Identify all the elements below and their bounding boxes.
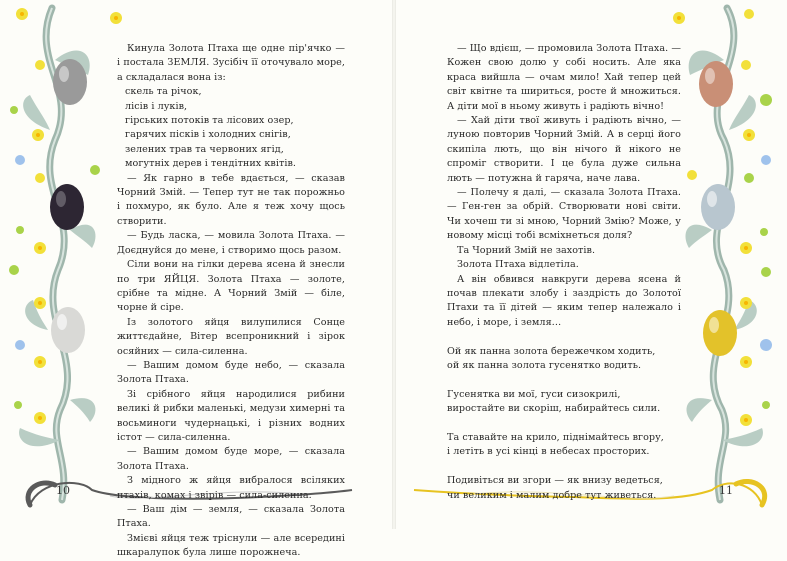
paragraph: — Полечу я далі, — сказала Золота Птаха. — Ген-ген за обрій. Створювати нові світи. Чи хочеш ти зі мною, Чорний Змію? Може, у новому місці тобі всміхнеться доля? [447, 187, 681, 242]
verse-line: Ой як панна золота бережечком ходить, [447, 345, 656, 357]
verse-line: ой як панна золота гусенятко водить. [447, 359, 642, 371]
white-egg-icon [51, 307, 85, 353]
verse-line: гарячих пісків і холодних снігів, [125, 129, 291, 141]
copper-egg-icon [699, 61, 733, 107]
verse-line: і летіть в усі кінці в небесах просторих. [447, 446, 650, 458]
paragraph: — Будь ласка, — мовила Золота Птаха. — Доєднуйся до мене, і створимо щось разом. [117, 230, 345, 256]
paragraph: Та Чорний Змій не захотів. [457, 244, 596, 256]
stanza-gap [447, 330, 681, 344]
verse-line: виростайте ви скоріш, набирайтесь сили. [447, 403, 661, 415]
page-number-right: 11 [719, 484, 733, 497]
verse-line: лісів і луків, [125, 100, 188, 112]
page-number-left: 10 [56, 484, 70, 497]
paragraph: — Що вдієш, — промовила Золота Птаха. — Кожен свою долю у собі носить. Але яка краса вийшла — очам мило! Хай тепер цей світ квітне та шириться, росте й множиться. А діти мої в ньому живуть і радіють вічно! [447, 43, 681, 112]
paragraph: Сіли вони на гілки дерева ясена й знесли по три ЯЙЦЯ. Золота Птаха — золоте, срібне та мідне. А Чорний Змій — біле, чорне й сіре. [117, 259, 345, 314]
paragraph: — Ваш дім — земля, — сказала Золота Птаха. [117, 504, 345, 530]
right-page-text [447, 42, 681, 503]
paragraph: — Вашим домом буде небо, — сказала Золота Птаха. [117, 359, 345, 386]
paragraph: Кинула Золота Птаха ще одне пір'ячко — і постала ЗЕМЛЯ. Зусібіч її оточувало море, а складалася вона із: [117, 43, 345, 83]
silver-egg-icon [701, 184, 735, 230]
gold-egg-icon [703, 310, 737, 356]
stanza-gap [447, 460, 681, 474]
verse-line: могутніх дерев і тендітних квітів. [125, 158, 297, 170]
verse-line: гірських потоків та лісових озер, [125, 115, 294, 127]
paragraph: Із золотого яйця вилупилися Сонце життєдайне, Вітер всепроникний і зірок осяйних — сила-силенна. [117, 316, 345, 357]
stanza-gap [447, 417, 681, 431]
paragraph: З мідного ж яйця вибралося всіляких птахів, комах і звірів — сила-силенна. [117, 475, 345, 501]
vine-leaf [70, 225, 96, 248]
verse-line: зелених трав та червоних ягід, [125, 143, 284, 155]
grey-egg-icon [53, 59, 87, 105]
verse-line: Гусенятка ви мої, гуси сизокрилі, [447, 388, 621, 400]
verse-line: чи великим і малим добре тут живеться. [447, 489, 657, 501]
paragraph: — Як гарно в тебе вдається, — сказав Чорний Змій. — Тепер тут не так порожньо і похмуро, як було. Але я теж хочу щось створити. [117, 172, 345, 227]
paragraph: А він обвився навкруги дерева ясена й почав плекати злобу і заздрість до Золотої Птахи та її дітей — яким тепер належало і небо, і море, і земля… [447, 273, 681, 328]
vine-leaf [70, 398, 95, 422]
vine-leaf [729, 95, 756, 130]
verse-line: Подивіться ви згори — як внизу ведеться, [447, 475, 663, 487]
left-page [0, 0, 394, 559]
vine-leaf [686, 225, 712, 248]
verse-line: скель та річок, [125, 86, 202, 98]
paragraph: — Хай діти твої живуть і радіють вічно, — луною повторив Чорний Змій. А в серці його скипіла лють, що він нічого й нікого не спроміг створити. І це була дуже сильна лють — потужна й гаряча, наче лава. [447, 115, 681, 184]
paragraph: Золота Птаха відлетіла. [457, 259, 579, 271]
vine-leaf [687, 398, 712, 422]
paragraph: Змієві яйця теж тріснули — але всередині шкаралупок була лише порожнеча. [117, 532, 345, 559]
vine-leaf [23, 95, 50, 130]
stanza-gap [447, 373, 681, 387]
verse-line: Та ставайте на крило, піднімайтесь вгору, [447, 431, 664, 443]
paragraph: Зі срібного яйця народилися рибини великі й рибки маленькі, медузи химерні та восьминоги чудернацькі, і різних водних істот — сила-силенна. [117, 388, 345, 443]
black-egg-icon [50, 184, 84, 230]
right-page [394, 0, 787, 529]
paragraph: — Вашим домом буде море, — сказала Золота Птаха. [117, 446, 345, 472]
left-page-text [117, 42, 345, 561]
